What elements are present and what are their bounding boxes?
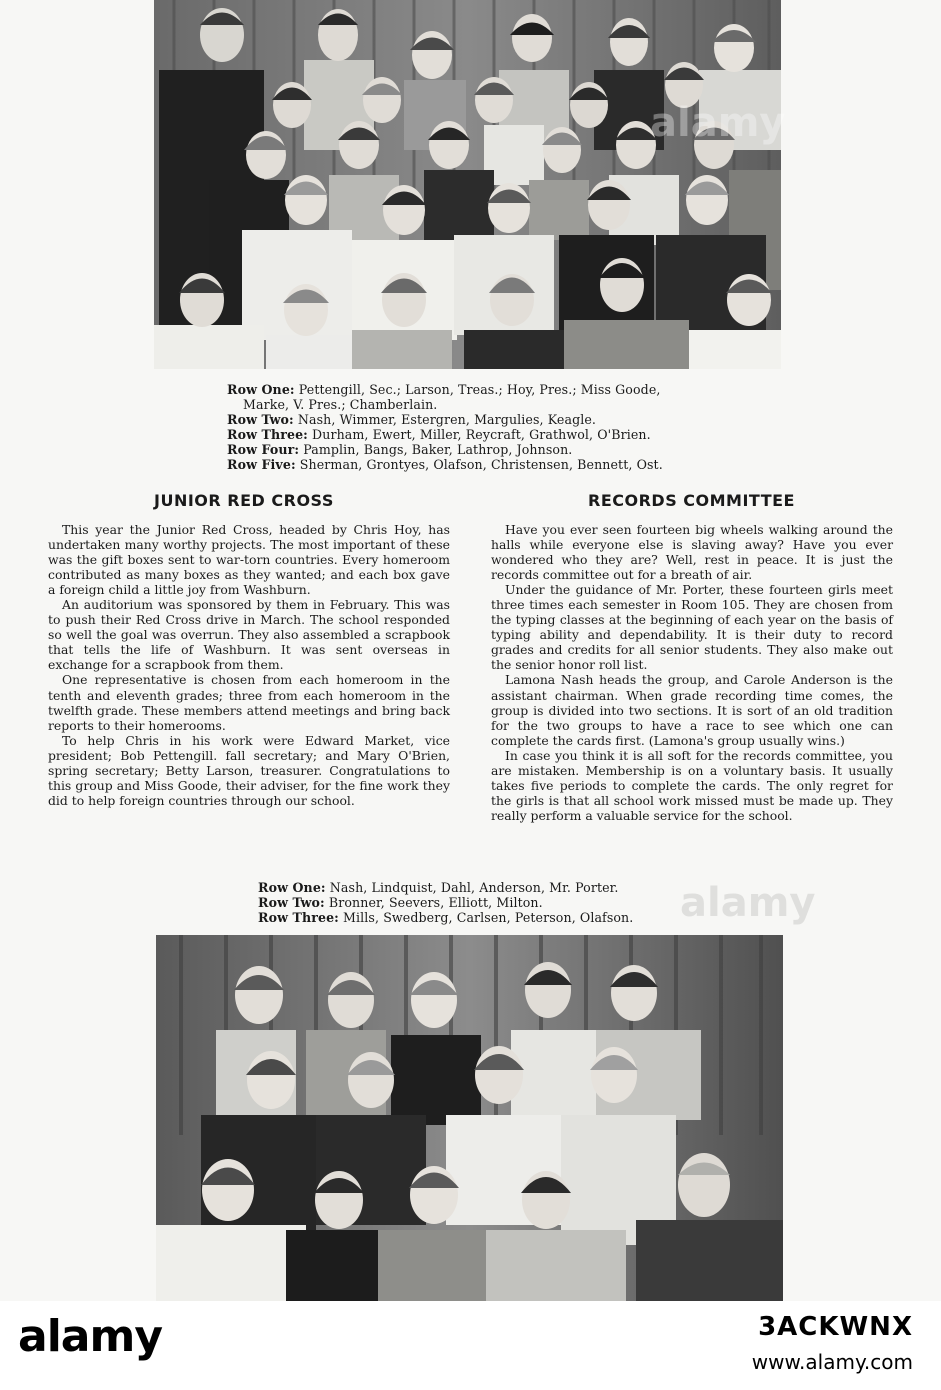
junior-red-cross-article	[48, 522, 450, 808]
junior-red-cross-group-photo	[154, 0, 781, 369]
article-paragraph: One representative is chosen from each homeroom in the tenth and eleventh grades; three from each homeroom in the twelfth grade. These members attend meetings and bring back reports to their homerooms.	[48, 672, 450, 733]
caption-line: Row Two: Bronner, Seevers, Elliott, Milton.	[258, 895, 543, 910]
alamy-logo: alamy	[18, 1311, 162, 1362]
caption-line: Row Three: Mills, Swedberg, Carlsen, Peterson, Olafson.	[258, 910, 634, 925]
article-paragraph: An auditorium was sponsored by them in February. This was to push their Red Cross drive in March. The school responded so well the goal was overrun. They also assembled a scrapbook that tells the life of Washburn. It was sent overseas in exchange for a scrapbook from them.	[48, 597, 450, 673]
article-paragraph: This year the Junior Red Cross, headed by Chris Hoy, has undertaken many worthy projects. The most important of these was the gift boxes sent to war-torn countries. Every homeroom contributed as many boxes as they wanted; and each box gave a foreign child a little joy from Washburn.	[48, 522, 450, 598]
caption-line: Row Five: Sherman, Grontyes, Olafson, Christensen, Bennett, Ost.	[227, 457, 663, 472]
image-id: 3ACKWNX	[758, 1312, 913, 1342]
bottom-photo-caption	[258, 880, 633, 925]
article-paragraph: To help Chris in his work were Edward Market, vice president; Bob Pettengill. fall secretary; and Mary O'Brien, spring secretary; Betty Larson, treasurer. Congratulations to this group and Miss Goode, their adviser, for the fine work they did to help foreign countries through our school.	[48, 732, 450, 808]
caption-line: Row Two: Nash, Wimmer, Estergren, Margulies, Keagle.	[227, 412, 597, 427]
caption-line: Row One: Pettengill, Sec.; Larson, Treas.; Hoy, Pres.; Miss Goode,	[227, 382, 661, 397]
caption-line: Row Four: Pamplin, Bangs, Baker, Lathrop, Johnson.	[227, 442, 573, 457]
records-committee-group-photo	[156, 935, 783, 1301]
article-paragraph: Have you ever seen fourteen big wheels walking around the halls while everyone else is slaving away? Have you ever wondered who they are? Well, rest in peace. It is just the records committee out for a breath of air.	[491, 522, 893, 583]
article-paragraph: In case you think it is all soft for the records committee, you are mistaken. Membership is on a voluntary basis. It usually takes five periods to complete the cards. The only regret for the girls is that all school work missed must be made up. They really perform a valuable service for the school.	[491, 747, 893, 823]
stock-url: www.alamy.com	[751, 1350, 913, 1374]
watermark-text: alamy	[680, 880, 816, 926]
top-photo-caption	[227, 382, 663, 472]
article-paragraph: Lamona Nash heads the group, and Carole Anderson is the assistant chairman. When grade recording time comes, the group is divided into two sections. It is sort of an old tradition for the two groups to have a race to see which one can complete the cards first. (Lamona's group usually wins.)	[491, 672, 893, 748]
article-paragraph: Under the guidance of Mr. Porter, these fourteen girls meet three times each semester in Room 105. They are chosen from the typing classes at the beginning of each year on the basis of typing ability and dependability. It is their duty to record grades and credits for all senior students. They also make out the senior honor roll list.	[491, 582, 893, 673]
records-committee-article	[491, 522, 893, 823]
junior-red-cross-heading: JUNIOR RED CROSS	[154, 491, 334, 510]
caption-line: Row Three: Durham, Ewert, Miller, Reycraft, Grathwol, O'Brien.	[227, 427, 651, 442]
caption-line: Row One: Nash, Lindquist, Dahl, Anderson, Mr. Porter.	[258, 880, 619, 895]
watermark-text: alamy	[650, 100, 786, 146]
records-committee-heading: RECORDS COMMITTEE	[588, 491, 795, 510]
caption-line: Marke, V. Pres.; Chamberlain.	[243, 397, 438, 412]
